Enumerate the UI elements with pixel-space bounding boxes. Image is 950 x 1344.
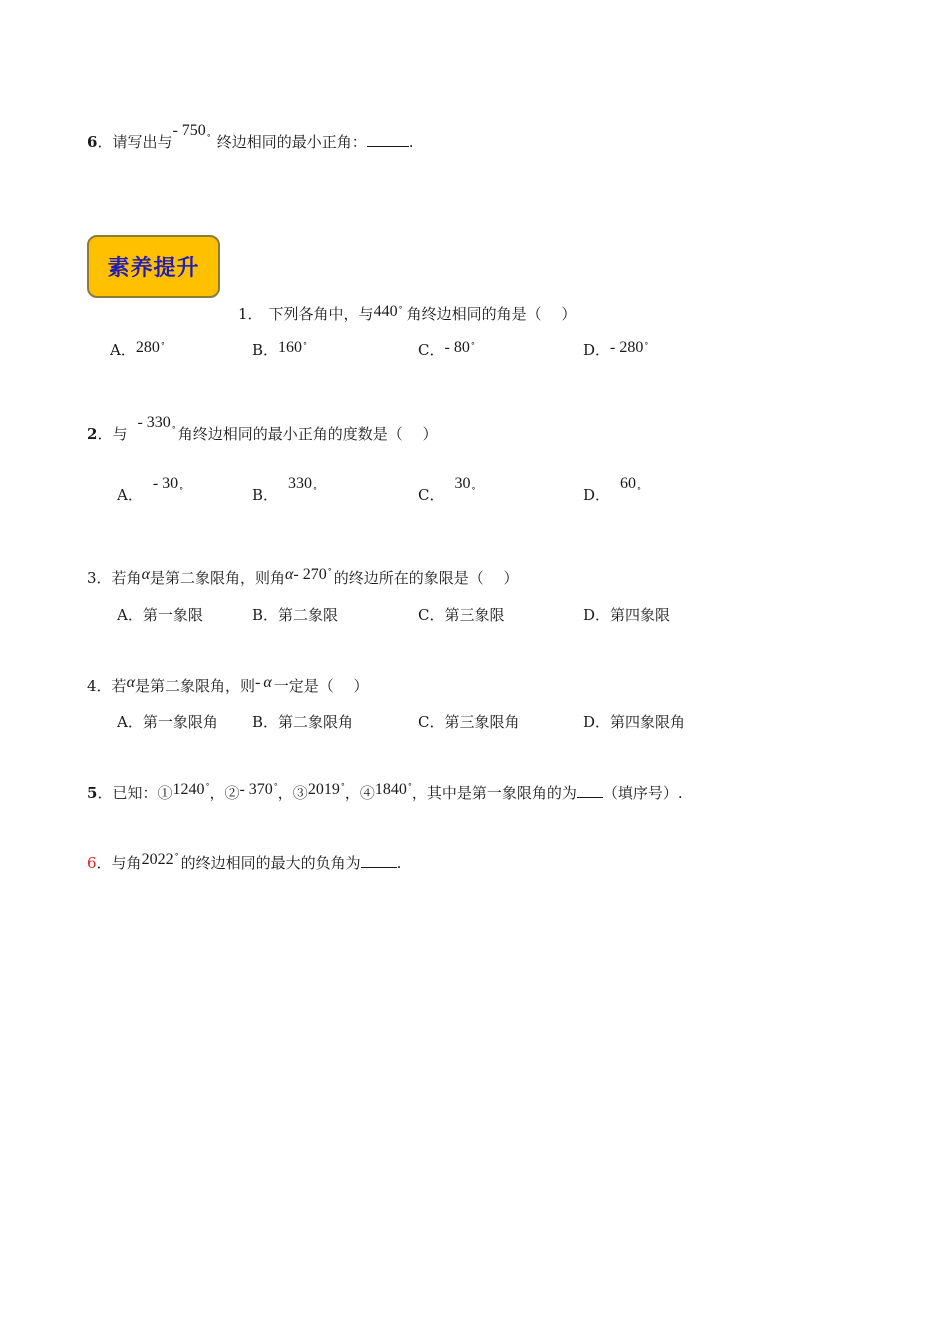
question-number: 6 [87, 133, 98, 151]
question-text: 若 [111, 677, 127, 695]
alpha-symbol: α [126, 674, 135, 691]
question-text: 一定是（ ） [273, 677, 369, 695]
angle-value: - 330 [137, 414, 171, 431]
angle-value: 440 [373, 303, 398, 320]
answer-blank[interactable] [577, 796, 603, 798]
option-d[interactable]: D．第四象限 [583, 606, 671, 624]
option-a[interactable]: A．280° [110, 339, 165, 359]
angle-value: 1240 [172, 781, 205, 798]
section-badge-label: 素养提升 [107, 256, 200, 281]
question-3: 3．若角α是第二象限角，则角α- 270° 的终边所在的象限是（ ） [87, 566, 519, 587]
question-2: 2．与- 330° 角终边相同的最小正角的度数是（ ） [87, 414, 438, 443]
option-b[interactable]: B．160° [252, 339, 308, 359]
question-text: 的终边所在的象限是（ ） [333, 569, 519, 587]
option-d[interactable]: D．60° [583, 475, 642, 504]
option-b[interactable]: B．第二象限 [252, 606, 339, 624]
question-text: ．与 [97, 425, 128, 443]
alpha-symbol: α [284, 566, 294, 583]
question-text: 是第二象限角，则 [134, 677, 255, 695]
angle-expression: - 270 [293, 566, 327, 583]
question-text: ．已知：① [97, 784, 173, 802]
question-text: 角终边相同的角是（ ） [406, 305, 577, 323]
question-6-top: 6．请写出与- 750° 终边相同的最小正角： . [87, 122, 414, 151]
alpha-symbol: α [263, 674, 272, 691]
question-number: 3． [87, 569, 112, 587]
question-number: 5 [87, 784, 98, 802]
question-text: ，其中是第一象限角的为 [411, 784, 577, 802]
option-c[interactable]: C．- 80° [418, 339, 475, 359]
question-text: ．与角 [96, 854, 142, 872]
question-text: 的终边相同的最大的负角为 [180, 854, 361, 872]
section-badge [87, 235, 220, 298]
option-b[interactable]: B．330° [252, 475, 318, 504]
question-text: 下列各角中，与 [268, 305, 374, 323]
question-text: 若角 [111, 569, 142, 587]
angle-value: 1840 [374, 781, 407, 798]
question-text: 终边相同的最小正角： [216, 133, 367, 151]
angle-value: - 370 [239, 781, 273, 798]
question-5: 5．已知：①1240°，②- 370°，③2019°，④1840°，其中是第一象限角的为 （填序号）. [87, 781, 683, 802]
question-number: 1． [238, 305, 263, 323]
question-number: 2 [87, 425, 98, 443]
option-d[interactable]: D．第四象限角 [583, 713, 686, 731]
question-number: 4． [87, 677, 112, 695]
question-6-bottom: 6．与角2022° 的终边相同的最大的负角为 . [87, 851, 402, 872]
alpha-symbol: α [141, 566, 150, 583]
angle-value: 2022 [141, 851, 174, 868]
question-text: ．请写出与 [97, 133, 173, 151]
question-4: 4．若α是第二象限角，则- α 一定是（ ） [87, 674, 369, 695]
option-d[interactable]: D．- 280° [583, 339, 649, 359]
option-c[interactable]: C．30° [418, 475, 476, 504]
angle-value: 2019 [307, 781, 340, 798]
option-c[interactable]: C．第三象限 [418, 606, 505, 624]
question-1: 1． 下列各角中，与440° 角终边相同的角是（ ） [238, 303, 577, 323]
answer-blank[interactable] [361, 866, 397, 868]
question-number: 6 [87, 854, 97, 872]
option-a[interactable]: A．第一象限角 [117, 713, 218, 731]
question-text: （填序号）. [602, 784, 683, 802]
question-text: 角终边相同的最小正角的度数是（ ） [177, 425, 438, 443]
option-b[interactable]: B．第二象限角 [252, 713, 354, 731]
question-text: 是第二象限角，则角 [149, 569, 285, 587]
answer-blank[interactable] [367, 145, 409, 147]
degree-mark: ° [206, 133, 211, 142]
option-a[interactable]: A．- 30° [117, 475, 184, 504]
option-c[interactable]: C．第三象限角 [418, 713, 520, 731]
option-a[interactable]: A．第一象限 [117, 606, 203, 624]
angle-value: - 750 [172, 122, 206, 139]
